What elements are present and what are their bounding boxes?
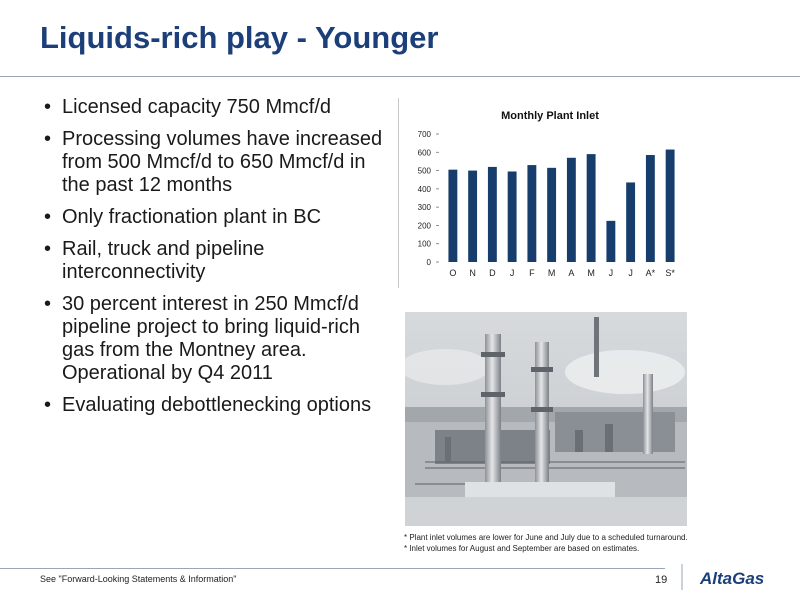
bullet-item: • Rail, truck and pipeline interconnectivity xyxy=(44,238,389,284)
bullet-item: • Evaluating debottlenecking options xyxy=(44,394,389,417)
bar xyxy=(567,158,576,262)
bar xyxy=(646,155,655,262)
page-title: Liquids-rich play - Younger xyxy=(40,20,439,55)
y-tick-label: 200 xyxy=(417,221,431,231)
x-tick-label: A* xyxy=(645,268,656,278)
x-tick-label: A xyxy=(568,268,575,278)
x-tick-label: O xyxy=(449,268,457,278)
bullet-item: • 30 percent interest in 250 Mmcf/d pipeline project to bring liquid-rich gas from the Montney area. Operational by Q4 2011 xyxy=(44,293,389,385)
bar xyxy=(547,168,556,262)
logo-wordmark: AltaGas xyxy=(700,569,765,588)
plant-photo xyxy=(405,312,687,526)
footnote: * Plant inlet volumes are lower for June and July due to a scheduled turnaround. xyxy=(404,533,688,542)
page-number: 19 xyxy=(655,574,668,586)
x-tick-label: F xyxy=(529,268,535,278)
x-tick-label: J xyxy=(608,268,614,278)
bar xyxy=(468,171,477,262)
bar xyxy=(508,171,517,262)
chart-footnotes xyxy=(404,532,774,554)
bullet-item: • Licensed capacity 750 Mmcf/d xyxy=(44,96,389,119)
y-tick-label: 600 xyxy=(417,148,431,158)
bullet-item: • Processing volumes have increased from 500 Mmcf/d to 650 Mmcf/d in the past 12 months xyxy=(44,128,389,197)
forward-looking-disclaimer-link[interactable]: See "Forward-Looking Statements & Information" xyxy=(40,574,237,584)
bar xyxy=(527,165,536,262)
bar xyxy=(488,167,497,262)
x-tick-label: J xyxy=(628,268,633,278)
column-divider xyxy=(398,98,399,288)
x-tick-label: J xyxy=(509,268,515,278)
chart-title: Monthly Plant Inlet xyxy=(501,110,599,122)
y-tick-label: 700 xyxy=(417,130,431,139)
y-tick-label: 500 xyxy=(417,166,431,176)
title-divider xyxy=(0,76,800,77)
bullet-list xyxy=(44,96,389,426)
y-tick-label: 100 xyxy=(417,239,431,249)
y-tick-label: 300 xyxy=(417,203,431,213)
bar xyxy=(448,170,457,262)
y-tick-label: 400 xyxy=(417,184,431,194)
y-tick-label: 0 xyxy=(426,258,431,267)
x-tick-label: S* xyxy=(665,268,675,278)
bar xyxy=(626,182,635,262)
bullet-item: • Only fractionation plant in BC xyxy=(44,206,389,229)
x-tick-label: M xyxy=(547,268,556,278)
x-tick-label: M xyxy=(587,268,595,278)
altagas-logo xyxy=(678,562,788,592)
monthly-plant-inlet-chart xyxy=(405,100,695,290)
footnote: * Inlet volumes for August and September are based on estimates. xyxy=(404,544,640,553)
bar xyxy=(587,154,596,262)
bar xyxy=(666,150,675,262)
x-tick-label: N xyxy=(469,268,476,278)
bar xyxy=(606,221,615,262)
x-tick-label: D xyxy=(489,268,496,278)
footer-divider xyxy=(0,568,665,569)
